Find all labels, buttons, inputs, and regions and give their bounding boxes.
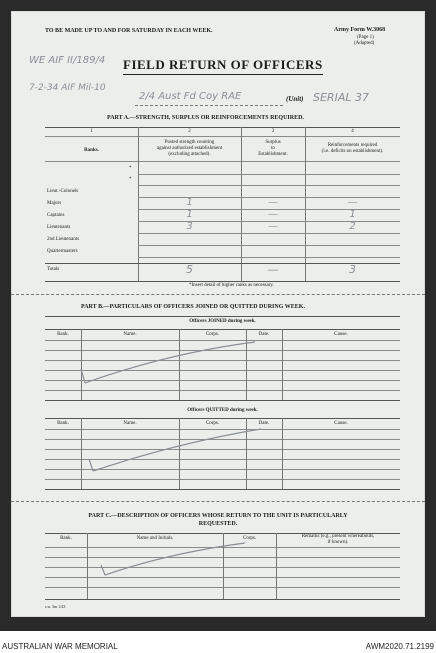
reinf-value: 1 bbox=[349, 209, 356, 220]
rank-label: Captains bbox=[47, 213, 65, 218]
handwritten-reference-1: WE AIF II/189/4 bbox=[29, 55, 106, 66]
col-rank: Rank. bbox=[57, 421, 69, 426]
surplus-header-1: Surplus bbox=[265, 140, 281, 145]
col-number-1: 1 bbox=[90, 129, 93, 134]
page-number: (Page 1) bbox=[357, 35, 374, 40]
rank-label: Quartermasters bbox=[47, 249, 78, 254]
col-rank: Rank. bbox=[57, 332, 69, 337]
rank-label: Lieutenants bbox=[47, 225, 71, 230]
strike-through-mark bbox=[99, 539, 249, 579]
col-cause: Cause. bbox=[334, 421, 348, 426]
col-corps: Corps. bbox=[205, 421, 220, 426]
part-b-title: PART B.—PARTICULARS OF OFFICERS JOINED OR QUITTED DURING WEEK. bbox=[81, 304, 305, 310]
surplus-value: — bbox=[268, 197, 278, 208]
header-instruction: TO BE MADE UP TO AND FOR SATURDAY IN EACH WEEK. bbox=[45, 28, 213, 34]
col-name-initials: Name and Initials. bbox=[136, 536, 174, 541]
col-remarks-2: if known). bbox=[327, 540, 349, 545]
surplus-value: — bbox=[268, 221, 278, 232]
reinf-value: 2 bbox=[349, 221, 356, 232]
col-number-3: 3 bbox=[271, 129, 275, 134]
posted-value: 1 bbox=[186, 197, 193, 208]
col-number-2: 2 bbox=[188, 129, 191, 134]
handwritten-reference-2: 7-2-34 AIF Mil-10 bbox=[29, 83, 106, 93]
col-corps: Corps. bbox=[205, 332, 220, 337]
rank-label: Majors bbox=[47, 201, 62, 206]
quitted-title: Officers QUITTED during week. bbox=[187, 408, 258, 413]
part-c-title-1: PART C.—DESCRIPTION OF OFFICERS WHOSE RETURN TO THE UNIT IS PARTICULARLY bbox=[88, 513, 348, 519]
posted-value: 1 bbox=[186, 209, 193, 220]
form-page: TO BE MADE UP TO AND FOR SATURDAY IN EACH WEEK. Army Form W.3068 (Page 1) (Adapted) WE AIF II/189/4 FIELD RETURN OF OFFICERS 7-2-34 AIF Mil-10 2/4 Aust Fd Coy RAE (Unit) SERIAL 37 PART A.—STRENGTH, SURPLUS OR REINFORCEMENTS REQUIRED. 1 2 3 4 Ranks. Posted strength counting against authorized establishment (excluding attached). Surplus to Establishment. Reinforcements required (i.e. deficits on establishment). * * Lieut.-Colonels Majors 1 — — Captains 1 — 1 Lieutenants 3 — 2 2nd Lieutenants Quartermasters Totals 5 — 3 *Insert detail of higher ranks as necessary. PART B.—PARTICULARS OF OFFICERS JOINED OR QUITTED DURING WEEK. Officers JOINED during week. Rank. Name. Corps. Date. Cause. Officers QUITTED during week. Rank. Name. Corps. Date. Cause. PART C.—DESCRIPTION OF OFFICERS WHOSE RETURN TO THE UNIT IS PARTICULARLY REQUESTED. Rank. Name and Initials. Corps. Remarks (e.g., present whereabouts, if known). s.w. 3m 1/43 bbox=[11, 11, 425, 617]
rank-label: 2nd Lieutenants bbox=[47, 237, 80, 242]
col-name: Name. bbox=[123, 421, 137, 426]
caption-bar bbox=[0, 631, 436, 653]
unit-label: (Unit) bbox=[286, 95, 304, 103]
strike-through-mark bbox=[79, 339, 259, 389]
col-rank: Rank. bbox=[60, 536, 72, 541]
reinf-value: — bbox=[347, 197, 358, 208]
totals-posted: 5 bbox=[186, 263, 193, 276]
printer-mark: s.w. 3m 1/43 bbox=[45, 604, 66, 609]
handwritten-unit: 2/4 Aust Fd Coy RAE bbox=[139, 91, 242, 102]
reinf-header-1: Reinforcements required bbox=[327, 143, 378, 148]
surplus-header-3: Establishment. bbox=[258, 152, 288, 157]
caption-accession: AWM2020.71.2199 bbox=[365, 642, 434, 651]
posted-header-1: Posted strength counting bbox=[164, 140, 215, 145]
col-number-4: 4 bbox=[351, 129, 354, 134]
surplus-value: — bbox=[268, 209, 278, 220]
part-a-footnote: *Insert detail of higher ranks as necessary. bbox=[189, 283, 274, 288]
adapted-note: (Adapted) bbox=[354, 41, 375, 46]
totals-label: Totals bbox=[47, 267, 60, 272]
form-title: FIELD RETURN OF OFFICERS bbox=[123, 57, 323, 75]
col-remarks-1: Remarks (e.g., present whereabouts, bbox=[301, 534, 375, 539]
col-name: Name. bbox=[123, 332, 137, 337]
col-date: Date. bbox=[258, 421, 270, 426]
totals-reinf: 3 bbox=[349, 263, 356, 276]
handwritten-serial: SERIAL 37 bbox=[313, 91, 369, 104]
strike-through-mark bbox=[87, 425, 267, 475]
totals-surplus: — bbox=[267, 263, 279, 276]
col-cause: Cause. bbox=[334, 332, 348, 337]
col-corps: Corps. bbox=[242, 536, 257, 541]
posted-header-2: against authorized establishment bbox=[156, 146, 223, 151]
rank-label: Lieut.-Colonels bbox=[47, 189, 79, 194]
posted-value: 3 bbox=[186, 221, 193, 232]
ranks-header: Ranks. bbox=[84, 148, 99, 153]
joined-title: Officers JOINED during week. bbox=[189, 319, 256, 324]
surplus-header-2: to bbox=[271, 146, 275, 151]
caption-source: AUSTRALIAN WAR MEMORIAL bbox=[2, 642, 118, 651]
col-date: Date. bbox=[258, 332, 270, 337]
form-number: Army Form W.3068 bbox=[334, 27, 386, 33]
posted-header-3: (excluding attached). bbox=[168, 152, 211, 157]
reinf-header-2: (i.e. deficits on establishment). bbox=[321, 149, 384, 154]
part-c-title-2: REQUESTED. bbox=[198, 521, 238, 527]
part-a-title: PART A.—STRENGTH, SURPLUS OR REINFORCEMENTS REQUIRED. bbox=[107, 115, 304, 121]
